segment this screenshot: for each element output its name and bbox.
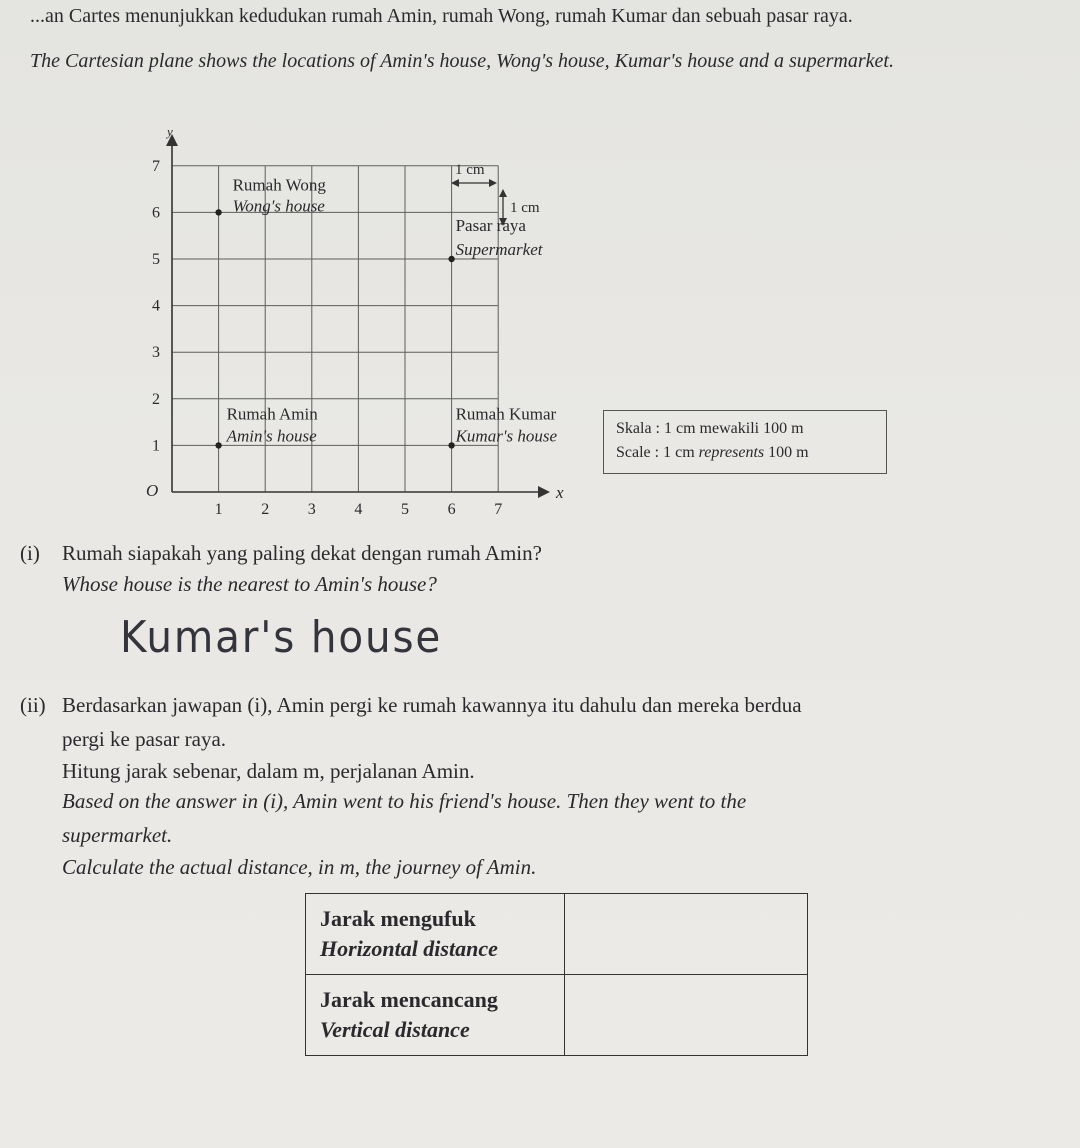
y-axis-label: y: [167, 124, 173, 139]
y-tick-label: 5: [152, 251, 160, 268]
x-axis-arrow: [538, 486, 550, 498]
point-label-malay: Pasar raya: [455, 216, 526, 235]
scale-malay: Skala : 1 cm mewakili 100 m: [616, 420, 804, 437]
location-point: [215, 209, 221, 215]
row-label-malay: Jarak mencancang: [320, 987, 498, 1012]
point-label-malay: Rumah Amin: [226, 404, 318, 424]
scale-english-italic: represents: [698, 444, 765, 461]
answer-cell-vertical[interactable]: [565, 975, 808, 1056]
y-tick-label: 6: [152, 204, 160, 222]
row-label-english: Vertical distance: [320, 1017, 470, 1042]
table-label-cell: [306, 894, 565, 975]
grid: [172, 166, 498, 492]
unit-mark-vertical-label: 1 cm: [510, 200, 540, 216]
point-label-english: Supermarket: [455, 240, 543, 259]
unit-mark-horizontal-arrow-right: [489, 179, 497, 187]
scale-box: [603, 410, 887, 474]
question-1-english: Whose house is the nearest to Amin's house?: [62, 572, 437, 596]
cartesian-plane: [120, 120, 600, 530]
tick-labels: [152, 158, 502, 518]
unit-mark-vertical-arrow-top: [499, 189, 507, 197]
question-1-number: (i): [20, 541, 40, 565]
question-2-english-3: Calculate the actual distance, in m, the journey of Amin.: [62, 855, 537, 879]
question-1-malay: Rumah siapakah yang paling dekat dengan rumah Amin?: [62, 541, 542, 565]
question-2-number: (ii): [20, 693, 46, 717]
intro-english: The Cartesian plane shows the locations of Amin's house, Wong's house, Kumar's house and a supermarket.: [30, 50, 894, 72]
y-tick-label: 3: [152, 344, 160, 362]
table-row: [306, 975, 808, 1056]
scale-english-prefix: Scale : 1 cm: [616, 444, 699, 461]
x-axis-label: x: [556, 483, 564, 502]
x-tick-label: 3: [307, 501, 316, 518]
y-tick-label: 1: [152, 437, 160, 455]
question-2-malay-2: pergi ke pasar raya.: [62, 727, 227, 751]
handwritten-answer: Kumar's house: [120, 612, 443, 663]
location-point: [215, 442, 221, 448]
x-tick-label: 7: [494, 501, 503, 518]
x-tick-label: 1: [214, 501, 223, 518]
point-label-english: Wong's house: [232, 196, 325, 216]
answer-table: [305, 893, 808, 1056]
points: [215, 175, 557, 448]
x-tick-label: 2: [261, 501, 270, 518]
point-label-malay: Rumah Wong: [232, 175, 326, 195]
question-2-english-2: supermarket.: [62, 823, 173, 847]
question-2-malay-1: Berdasarkan jawapan (i), Amin pergi ke rumah kawannya itu dahulu dan mereka berdua: [62, 693, 802, 717]
unit-mark-horizontal-label: 1 cm: [455, 162, 485, 178]
location-point: [448, 256, 454, 262]
y-tick-label: 4: [152, 297, 160, 315]
answer-cell-horizontal[interactable]: [565, 894, 808, 975]
point-label-english: Amin's house: [226, 426, 317, 446]
point-label-english: Kumar's house: [455, 426, 558, 446]
table-row: [306, 894, 808, 975]
y-tick-label: 2: [152, 390, 160, 408]
question-2-malay-3: Hitung jarak sebenar, dalam m, perjalanan Amin.: [62, 759, 475, 783]
y-tick-label: 7: [152, 157, 160, 175]
origin-label: O: [146, 481, 159, 500]
x-tick-label: 4: [354, 501, 363, 518]
row-label-malay: Jarak mengufuk: [320, 906, 476, 931]
scale-english: [616, 441, 876, 465]
unit-mark-horizontal-arrow-left: [451, 179, 459, 187]
question-2-english-1: Based on the answer in (i), Amin went to his friend's house. Then they went to the: [62, 789, 747, 813]
intro-malay: ...an Cartes menunjukkan kedudukan rumah Amin, rumah Wong, rumah Kumar dan sebuah pasar raya.: [30, 5, 853, 27]
x-tick-label: 6: [447, 501, 456, 518]
scale-english-suffix: 100 m: [764, 444, 809, 461]
row-label-english: Horizontal distance: [320, 936, 498, 961]
x-tick-label: 5: [401, 501, 409, 518]
table-label-cell: [306, 975, 565, 1056]
location-point: [448, 442, 454, 448]
point-label-malay: Rumah Kumar: [455, 404, 557, 424]
